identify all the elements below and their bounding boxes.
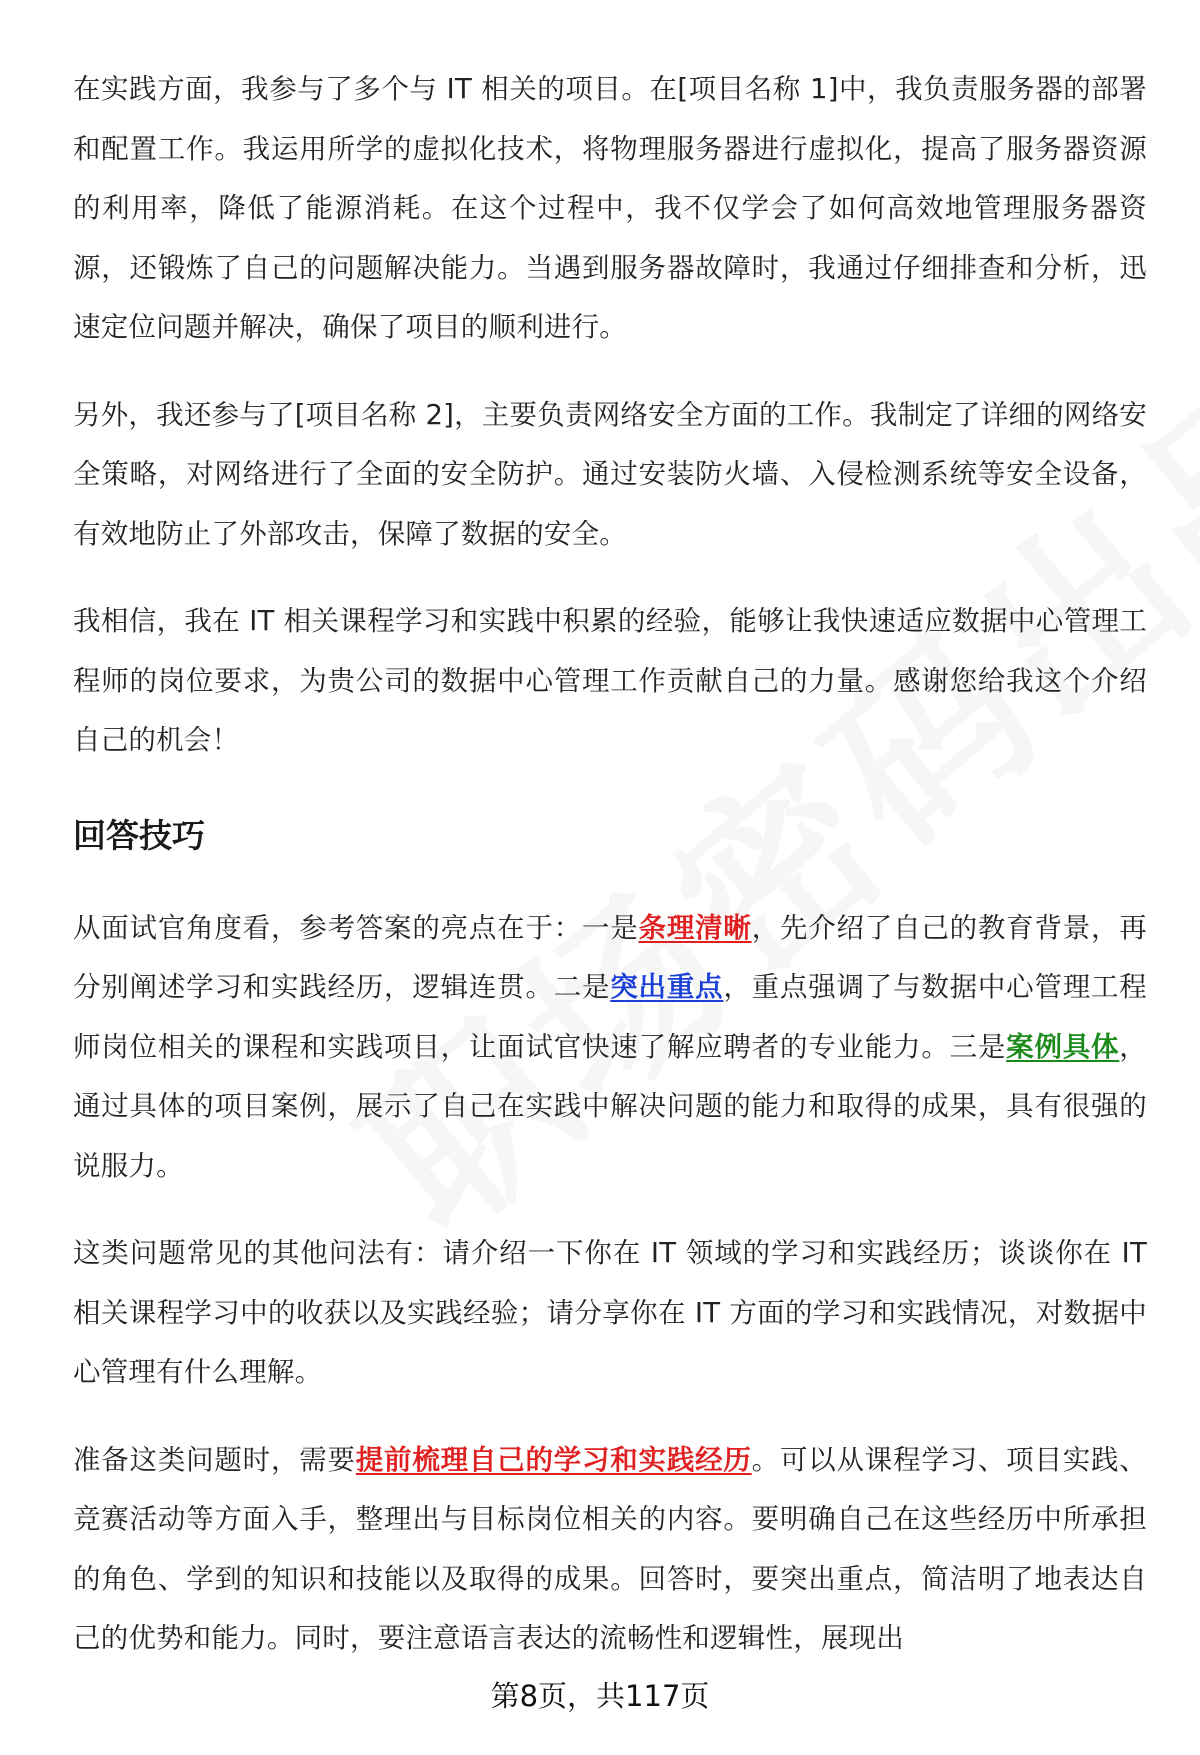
prep-text-1: 准备这类问题时，需要 [73,1443,356,1476]
prep-text-2: 。可以从课程学习、项目实践、竞赛活动等方面入手，整理出与目标岗位相关的内容。要明确自己在这些经历中所承担的角色、学到的知识和技能以及取得的成果。回答时，要突出重点，简洁明了地表达自己的优势和能力。同时，要注意语言表达的流畅性和逻辑性，展现出 [73,1443,1147,1654]
paragraph-tips [73,899,1147,1197]
paragraph-practice: 在实践方面，我参与了多个与 IT 相关的项目。在[项目名称 1]中，我负责服务器的部署和配置工作。我运用所学的虚拟化技术，将物理服务器进行虚拟化，提高了服务器资源的利用率，降低了能源消耗。在这个过程中，我不仅学会了如何高效地管理服务器资源，还锻炼了自己的问题解决能力。当遇到服务器故障时，我通过仔细排查和分析，迅速定位问题并解决，确保了项目的顺利进行。 [73,73,1147,343]
highlight-concrete: 案例具体 [1006,1030,1120,1063]
tips-text-3: ，重点强调了与数据中心管理工程师岗位相关的课程和实践项目，让面试官快速了解应聘者的专业能力。三是 [73,971,1147,1063]
highlight-review-experience: 提前梳理自己的学习和实践经历 [355,1443,752,1476]
tips-text-2: ，先介绍了自己的教育背景，再分别阐述学习和实践经历，逻辑连贯。二是 [73,911,1147,1003]
paragraph-variants: 这类问题常见的其他问法有：请介绍一下你在 IT 领域的学习和实践经历；谈谈你在 IT 相关课程学习中的收获以及实践经验；请分享你在 IT 方面的学习和实践情况，对数据中心管理有什么理解。 [73,1237,1147,1388]
section-heading: 回答技巧 [73,815,205,855]
document-page [73,60,1147,1697]
paragraph-project-2: 另外，我还参与了[项目名称 2]，主要负责网络安全方面的工作。我制定了详细的网络安全策略，对网络进行了全面的安全防护。通过安装防火墙、入侵检测系统等安全设备，有效地防止了外部攻击，保障了数据的安全。 [73,398,1147,550]
tips-text-1: 从面试官角度看，参考答案的亮点在于：一是 [73,911,639,944]
highlight-structured: 条理清晰 [638,911,752,944]
highlight-focus: 突出重点 [610,971,724,1003]
page-footer: 第8页，共117页 [490,1679,710,1713]
paragraph-closing: 我相信，我在 IT 相关课程学习和实践中积累的经验，能够让我快速适应数据中心管理工程师的岗位要求，为贵公司的数据中心管理工作贡献自己的力量。感谢您给我这个介绍自己的机会！ [73,605,1147,756]
tips-text-4: ，通过具体的项目案例，展示了自己在实践中解决问题的能力和取得的成果，具有很强的说服力。 [73,1030,1147,1182]
paragraph-preparation [73,1431,1147,1669]
